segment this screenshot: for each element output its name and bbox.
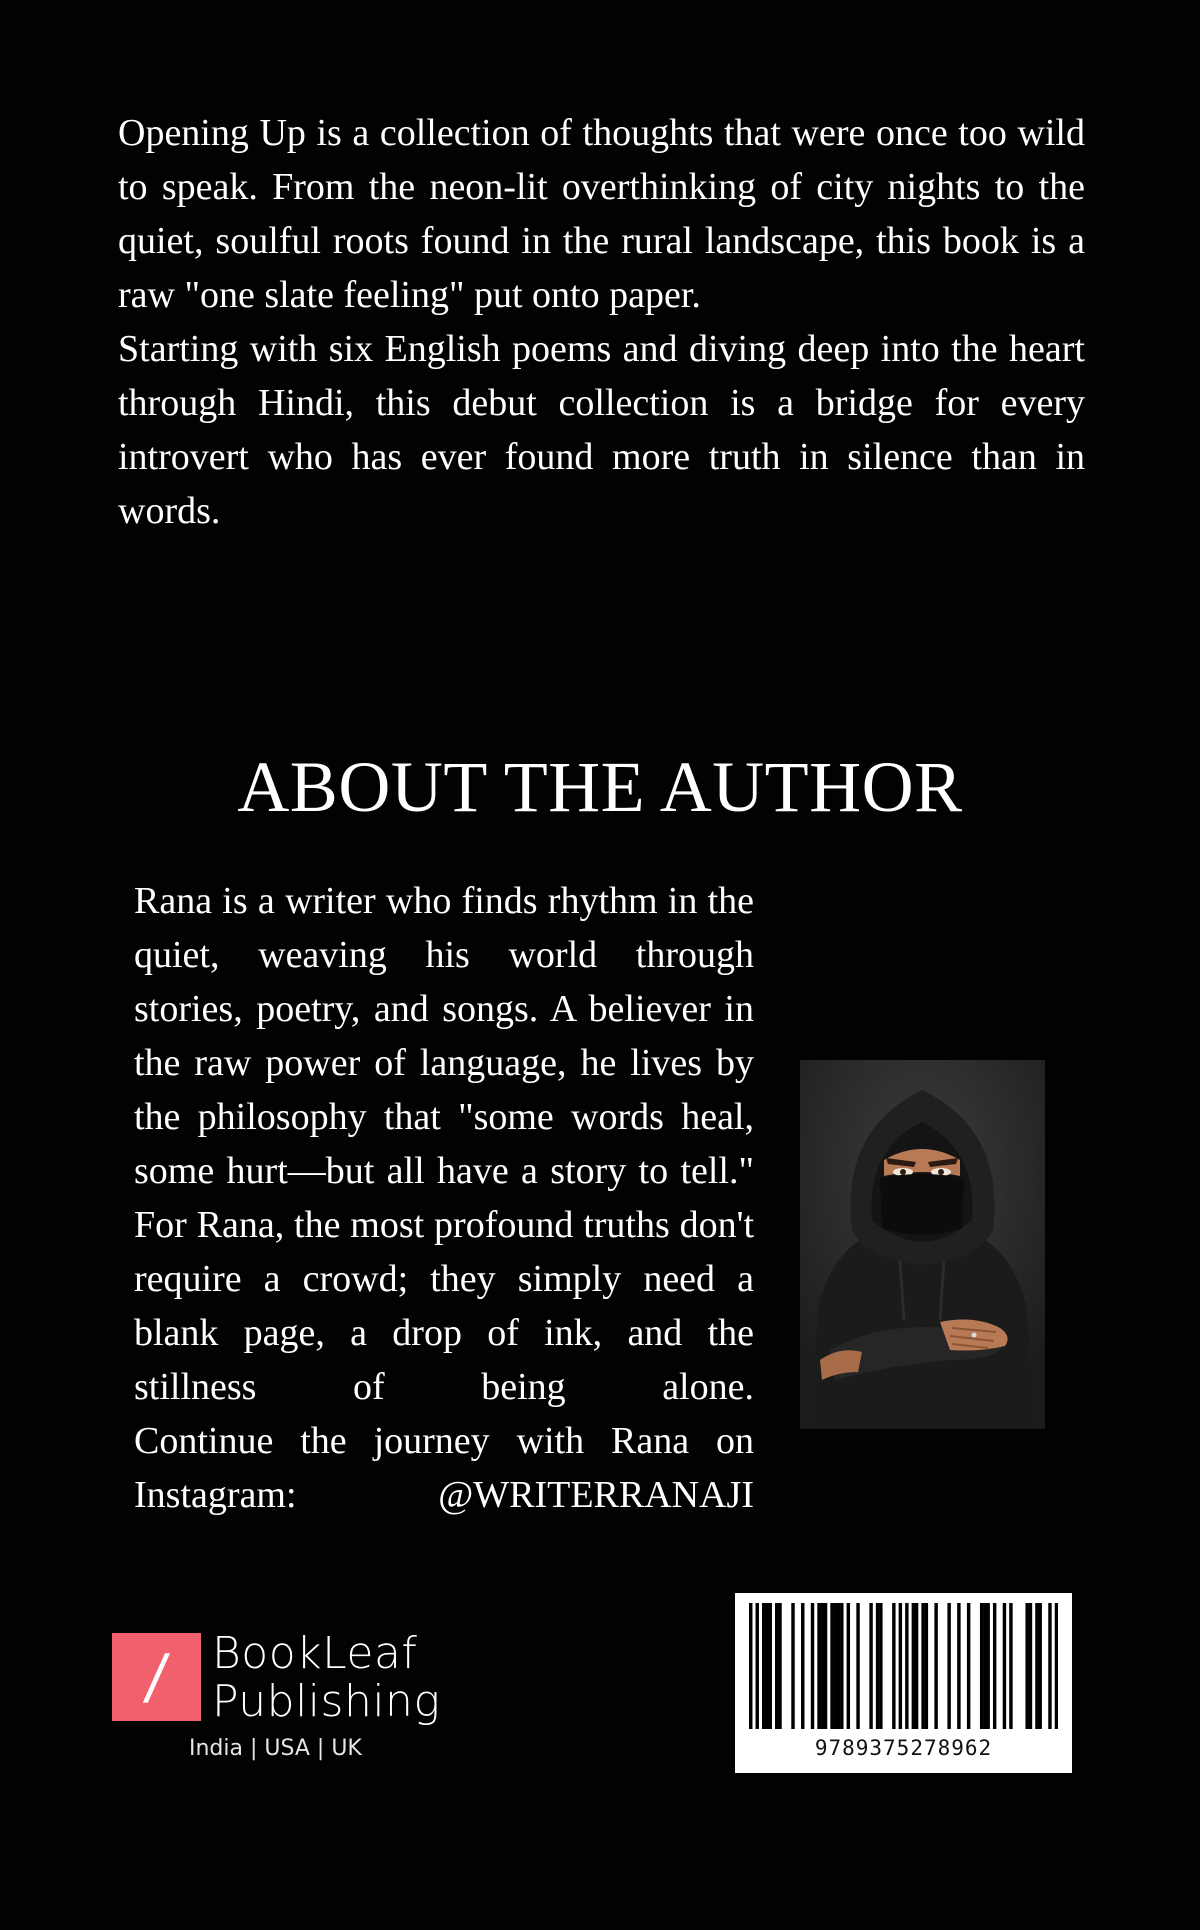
bio-text: Rana is a writer who finds rhythm in the quiet, weaving his world through stories, poetry, and songs. A believer in the raw power of language, he lives by the philosophy that "some words heal, some hurt—but all have a story to tell." For Rana, the most profound truths don't require a crowd; they simply need a blank page, a drop of ink, and the stillness of being alone. bbox=[134, 880, 754, 1408]
barcode-bar bbox=[801, 1603, 804, 1729]
barcode-bar bbox=[840, 1603, 843, 1729]
isbn-number: 9789375278962 bbox=[814, 1736, 993, 1760]
barcode-bar bbox=[834, 1603, 837, 1729]
barcode-bar bbox=[1048, 1603, 1051, 1729]
barcode-bar bbox=[905, 1603, 908, 1729]
barcode-bar bbox=[1029, 1603, 1032, 1729]
publisher-name-line-2: Publishing bbox=[212, 1676, 441, 1727]
barcode-bar bbox=[856, 1603, 859, 1729]
barcode-bar bbox=[869, 1603, 872, 1729]
barcode-bar bbox=[986, 1603, 989, 1729]
publisher-mark-icon: / bbox=[112, 1633, 201, 1721]
barcode-bar bbox=[957, 1603, 960, 1729]
barcode-bar bbox=[993, 1603, 996, 1729]
barcode-bar bbox=[1003, 1603, 1006, 1729]
barcode-bar bbox=[921, 1603, 924, 1729]
barcode-bar bbox=[811, 1603, 814, 1729]
barcode-bar bbox=[1009, 1603, 1012, 1729]
barcode-bar bbox=[876, 1603, 879, 1729]
publisher-regions: India | USA | UK bbox=[189, 1736, 362, 1761]
barcode-bar bbox=[1035, 1603, 1038, 1729]
barcode-bar bbox=[892, 1603, 895, 1729]
book-blurb bbox=[118, 106, 1085, 538]
instagram-handle: Continue the journey with Rana on Instagram: @WRITERRANAJI bbox=[134, 1420, 754, 1516]
barcode-bar bbox=[749, 1603, 752, 1729]
barcode-bar bbox=[967, 1603, 970, 1729]
blurb-paragraph-2: Starting with six English poems and diving deep into the heart through Hindi, this debut collection is a bridge for every introvert who has ever found more truth in silence than in words. bbox=[118, 328, 1085, 532]
barcode-bar bbox=[817, 1603, 820, 1729]
author-bio bbox=[134, 874, 754, 1522]
barcode-bar bbox=[756, 1603, 759, 1729]
barcode-bar bbox=[983, 1603, 986, 1729]
barcode-bar bbox=[1055, 1603, 1058, 1729]
hooded-figure-illustration bbox=[800, 1060, 1045, 1429]
barcode-bar bbox=[1025, 1603, 1028, 1729]
publisher-name bbox=[212, 1630, 440, 1726]
barcode-bar bbox=[837, 1603, 840, 1729]
barcode-bar bbox=[947, 1603, 950, 1729]
barcode-bar bbox=[830, 1603, 833, 1729]
barcode-bar bbox=[847, 1603, 850, 1729]
isbn-barcode bbox=[735, 1593, 1072, 1773]
about-author-heading: ABOUT THE AUTHOR bbox=[237, 747, 963, 827]
barcode-bars bbox=[749, 1603, 1058, 1729]
barcode-bar bbox=[778, 1603, 781, 1729]
barcode-bar bbox=[824, 1603, 827, 1729]
blurb-paragraph-1: Opening Up is a collection of thoughts that were once too wild to speak. From the neon-lit overthinking of city nights to the quiet, soulful roots found in the rural landscape, this book is a raw "one slate feeling" put onto paper. bbox=[118, 112, 1085, 316]
barcode-bar bbox=[925, 1603, 928, 1729]
barcode-bar bbox=[791, 1603, 794, 1729]
author-photo bbox=[800, 1060, 1045, 1429]
barcode-bar bbox=[899, 1603, 902, 1729]
barcode-bar bbox=[821, 1603, 824, 1729]
barcode-bar bbox=[1038, 1603, 1041, 1729]
barcode-bar bbox=[934, 1603, 937, 1729]
barcode-bar bbox=[769, 1603, 772, 1729]
barcode-bar bbox=[762, 1603, 765, 1729]
barcode-bar bbox=[915, 1603, 918, 1729]
barcode-bar bbox=[980, 1603, 983, 1729]
barcode-bar bbox=[765, 1603, 768, 1729]
barcode-bar bbox=[775, 1603, 778, 1729]
barcode-bar bbox=[912, 1603, 915, 1729]
publisher-logo bbox=[112, 1630, 452, 1770]
barcode-bar bbox=[879, 1603, 882, 1729]
publisher-name-line-1: BookLeaf bbox=[212, 1628, 418, 1679]
